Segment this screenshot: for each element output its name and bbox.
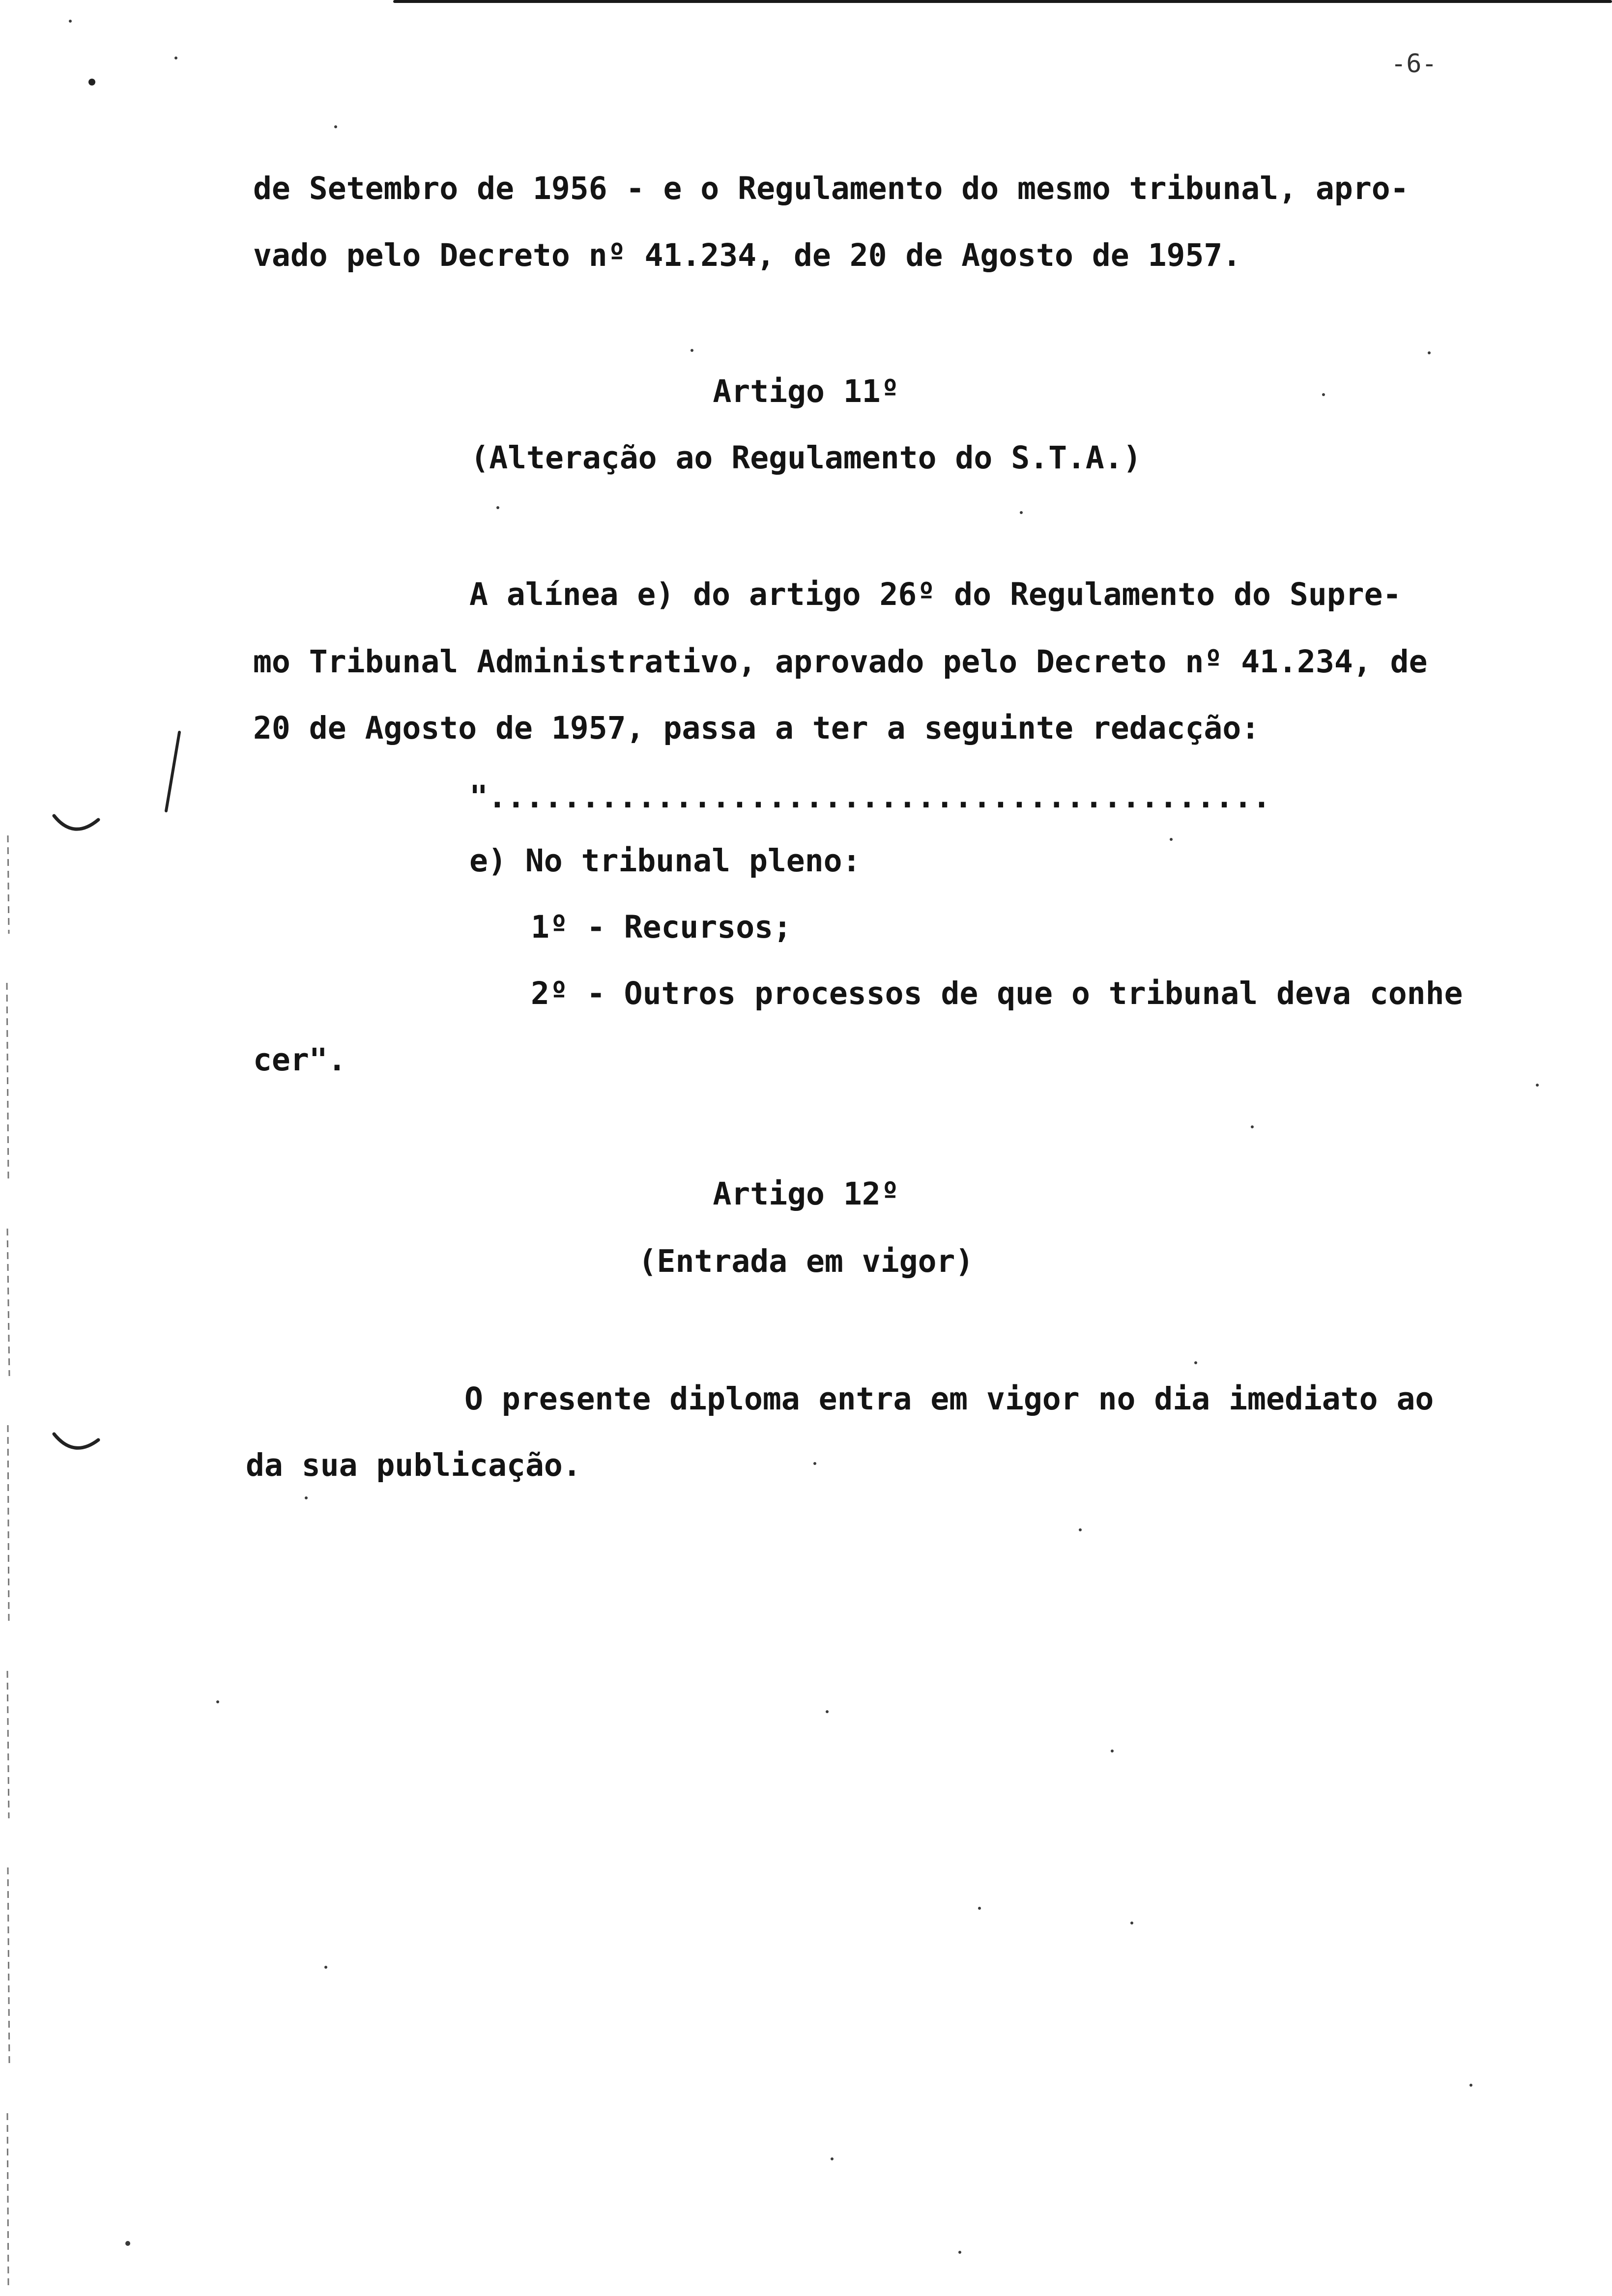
scan-speck xyxy=(813,1462,816,1465)
article-11-heading: Artigo 11º xyxy=(713,373,899,409)
scan-speck xyxy=(1170,838,1173,841)
scan-speck xyxy=(958,2251,961,2254)
article-12-body-line-1: O presente diploma entra em vigor no dia imediato ao xyxy=(464,1381,1434,1417)
item-e: e) No tribunal pleno: xyxy=(469,843,861,879)
article-11-subheading: (Alteração ao Regulamento do S.T.A.) xyxy=(470,440,1142,476)
scan-speck xyxy=(1428,351,1431,354)
scan-speck xyxy=(1194,1361,1197,1364)
scan-speck xyxy=(1251,1125,1254,1128)
scan-speck xyxy=(1130,1922,1133,1924)
scan-speck xyxy=(324,1966,327,1969)
handwritten-slash-mark xyxy=(152,727,192,816)
article-11-body-line-2: mo Tribunal Administrativo, aprovado pelo Decreto nº 41.234, de xyxy=(253,644,1428,680)
handwritten-check-mark-upper xyxy=(49,806,103,845)
page-number: -6- xyxy=(1391,49,1437,79)
scan-speck xyxy=(305,1496,308,1499)
scan-speck xyxy=(216,1700,219,1703)
scan-speck xyxy=(831,2157,834,2160)
article-12-heading: Artigo 12º xyxy=(713,1176,899,1212)
scan-speck xyxy=(496,506,499,509)
scan-speck xyxy=(174,57,177,59)
article-12-subheading: (Entrada em vigor) xyxy=(638,1243,974,1279)
top-border-line xyxy=(393,0,1612,3)
scan-speck xyxy=(1322,393,1325,396)
scan-speck xyxy=(691,349,693,352)
scan-edge-artifact xyxy=(3,0,13,2296)
quote-leader-dots: ".......................................... xyxy=(469,779,1271,815)
article-12-body-line-2: da sua publicação. xyxy=(246,1447,581,1483)
intro-line-1: de Setembro de 1956 - e o Regulamento do mesmo tribunal, apro- xyxy=(253,171,1409,206)
scan-speck xyxy=(1469,2084,1472,2087)
item-1: 1º - Recursos; xyxy=(531,909,792,945)
item-2: 2º - Outros processos de que o tribunal deva conhe xyxy=(531,976,1463,1011)
scan-speck xyxy=(1111,1750,1114,1752)
scan-speck xyxy=(826,1710,829,1713)
intro-line-2: vado pelo Decreto nº 41.234, de 20 de Agosto de 1957. xyxy=(253,237,1241,273)
handwritten-check-mark-lower xyxy=(49,1425,103,1464)
item-2-continuation: cer". xyxy=(253,1042,346,1078)
scan-speck xyxy=(1079,1528,1082,1531)
article-11-body-line-3: 20 de Agosto de 1957, passa a ter a seguinte redacção: xyxy=(253,710,1260,746)
scan-speck xyxy=(125,2241,130,2246)
scan-speck xyxy=(1020,511,1023,514)
scan-speck xyxy=(88,79,95,86)
scan-speck xyxy=(334,125,337,128)
scan-speck xyxy=(1536,1084,1539,1087)
article-11-body-line-1: A alínea e) do artigo 26º do Regulamento do Supre- xyxy=(469,576,1402,612)
scan-speck xyxy=(978,1907,981,1910)
scan-speck xyxy=(69,20,72,23)
